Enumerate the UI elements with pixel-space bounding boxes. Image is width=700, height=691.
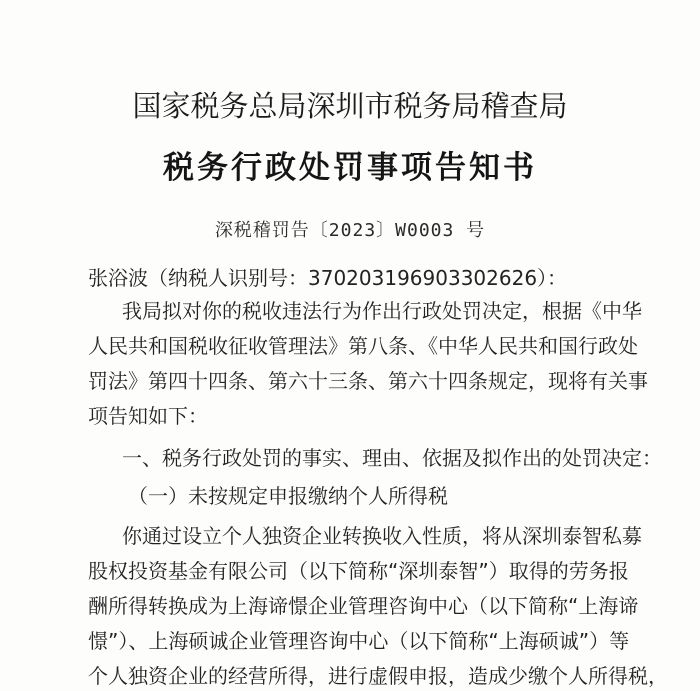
paragraph2-line: 酬所得转换成为上海谛憬企业管理咨询中心（以下简称“上海谛	[88, 594, 639, 618]
paragraph1-line: 罚法》第四十四条、第六十三条、第六十四条规定，现将有关事	[88, 369, 648, 393]
issuing-authority: 国家税务总局深圳市税务局稽查局	[132, 89, 568, 123]
paragraph1-line: 我局拟对你的税收违法行为作出行政处罚决定，根据《中华	[122, 299, 642, 323]
recipient-line: 张浴波（纳税人识别号：370203196903302626）：	[88, 266, 568, 290]
section1-heading: 一、税务行政处罚的事实、理由、依据及拟作出的处罚决定：	[122, 446, 662, 470]
subsection1-heading: （一）未按规定申报缴纳个人所得税	[128, 484, 448, 508]
paragraph2-line: 个人独资企业的经营所得，进行虚假申报，造成少缴个人所得税，	[88, 664, 668, 688]
document-title: 税务行政处罚事项告知书	[163, 150, 537, 186]
paragraph2-line: 你通过设立个人独资企业转换收入性质，将从深圳泰智私募	[122, 524, 642, 548]
paragraph1-line: 人民共和国税收征收管理法》第八条、《中华人民共和国行政处	[88, 334, 638, 358]
document-number: 深税稽罚告〔2023〕W0003 号	[214, 220, 486, 241]
paragraph1-line: 项告知如下：	[88, 404, 208, 428]
paragraph2-line: 憬”）、上海硕诚企业管理咨询中心（以下简称“上海硕诚”）等	[88, 629, 630, 653]
paragraph2-line: 股权投资基金有限公司（以下简称“深圳泰智”）取得的劳务报	[88, 559, 629, 583]
